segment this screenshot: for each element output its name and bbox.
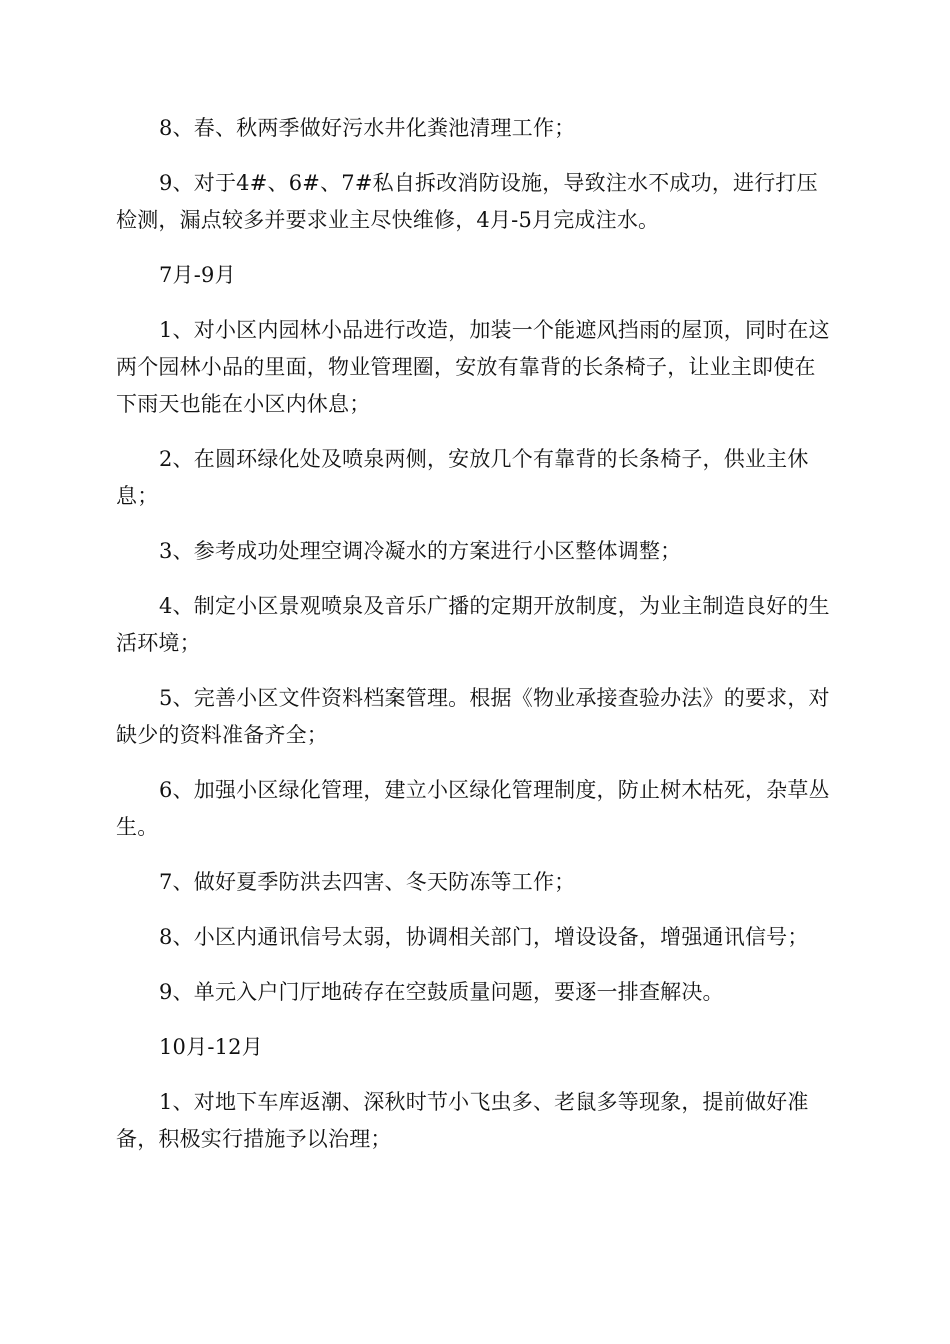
- paragraph-item-2-benches: 2、在圆环绿化处及喷泉两侧，安放几个有靠背的长条椅子，供业主休息；: [116, 447, 809, 508]
- paragraph-item-1-garden-roof: 1、对小区内园林小品进行改造，加装一个能遮风挡雨的屋顶，同时在这两个园林小品的里面，物业管理圈，安放有靠背的长条椅子，让业主即使在下雨天也能在小区内休息；: [116, 318, 830, 416]
- paragraph-item-8-signal: 8、小区内通讯信号太弱，协调相关部门，增设设备，增强通讯信号；: [159, 925, 809, 949]
- paragraph-item-5-archives: 5、完善小区文件资料档案管理。根据《物业承接查验办法》的要求，对缺少的资料准备齐全；: [116, 686, 830, 747]
- section-heading-oct-dec: 10月-12月: [159, 1035, 263, 1059]
- document-body: [116, 110, 836, 1176]
- paragraph-item-3-condensate: 3、参考成功处理空调冷凝水的方案进行小区整体调整；: [159, 539, 682, 563]
- paragraph-item-9-fire-facilities: 9、对于4#、6#、7#私自拆改消防设施，导致注水不成功，进行打压检测，漏点较多并要求业主尽快维修，4月-5月完成注水。: [116, 171, 818, 232]
- paragraph-item-6-greening: 6、加强小区绿化管理，建立小区绿化管理制度，防止树木枯死，杂草丛生。: [116, 778, 830, 839]
- paragraph-item-1-garage: 1、对地下车库返潮、深秋时节小飞虫多、老鼠多等现象，提前做好准备，积极实行措施予以治理；: [116, 1090, 809, 1151]
- section-heading-jul-sep: 7月-9月: [159, 263, 236, 287]
- paragraph-item-8-sewage: 8、春、秋两季做好污水井化粪池清理工作；: [159, 116, 576, 140]
- paragraph-item-4-fountain: 4、制定小区景观喷泉及音乐广播的定期开放制度，为业主制造良好的生活环境；: [116, 594, 830, 655]
- paragraph-item-7-seasonal: 7、做好夏季防洪去四害、冬天防冻等工作；: [159, 870, 576, 894]
- paragraph-item-9-floor-tiles: 9、单元入户门厅地砖存在空鼓质量问题，要逐一排查解决。: [159, 980, 724, 1004]
